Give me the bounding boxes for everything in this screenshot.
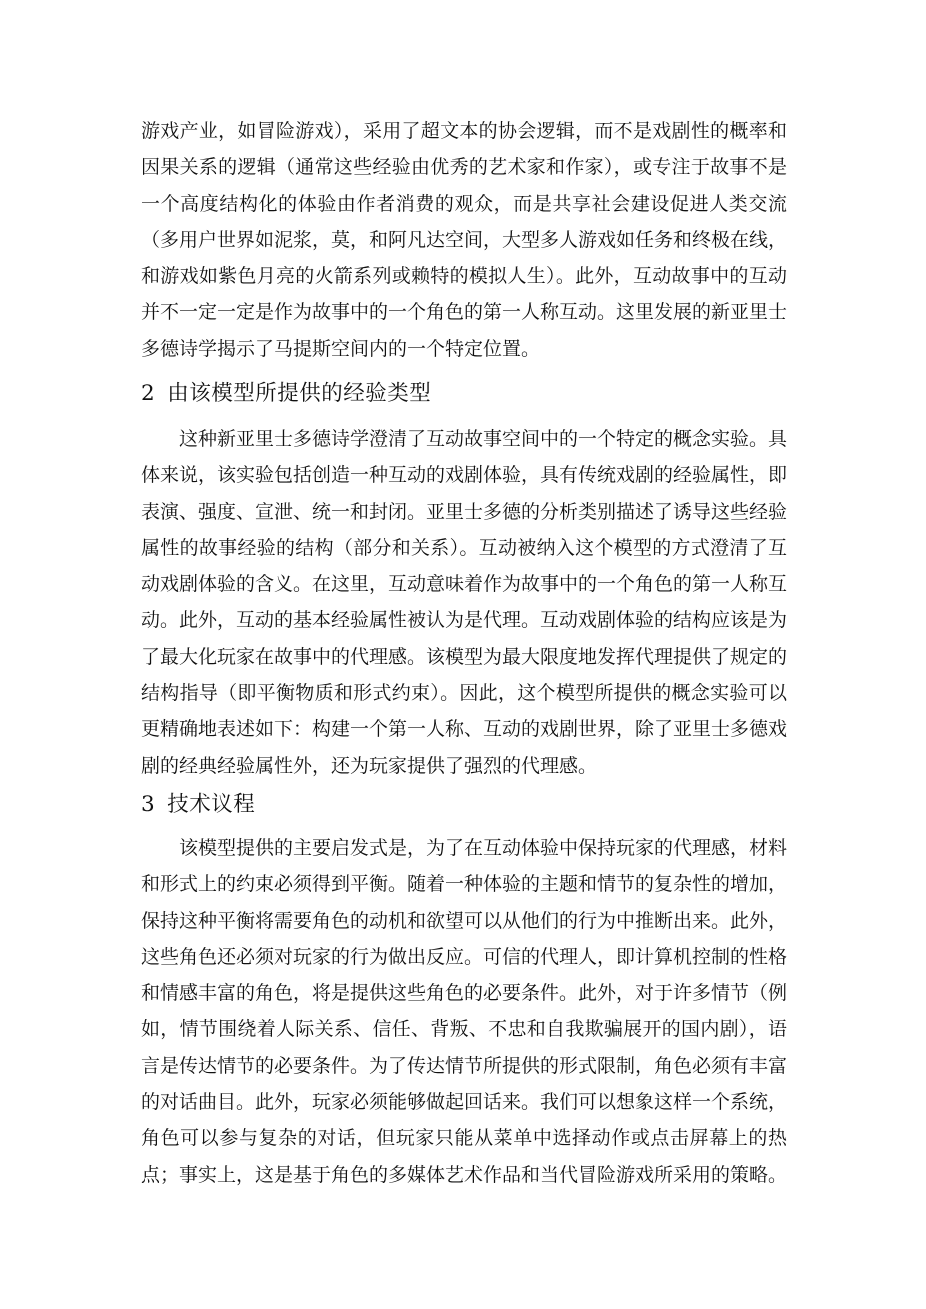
section-number: 2 bbox=[141, 381, 156, 406]
paragraph-experience-type: 这种新亚里士多德诗学澄清了互动故事空间中的一个特定的概念实验。具体来说，该实验包括创造一种互动的戏剧体验，具有传统戏剧的经验属性，即表演、强度、宣泄、统一和封闭。亚里士多德的分析类别描述了诱导这些经验属性的故事经验的结构（部分和关系）。互动被纳入这个模型的方式澄清了互动戏剧体验的含义。在这里，互动意味着作为故事中的一个角色的第一人称互动。此外，互动的基本经验属性被认为是代理。互动戏剧体验的结构应该是为了最大化玩家在故事中的代理感。该模型为最大限度地发挥代理提供了规定的结构指导（即平衡物质和形式约束）。因此，这个模型所提供的概念实验可以更精确地表述如下：构建一个第一人称、互动的戏剧世界，除了亚里士多德戏剧的经典经验属性外，还为玩家提供了强烈的代理感。 bbox=[141, 428, 788, 777]
section-number: 3 bbox=[141, 792, 156, 817]
section-heading-3 bbox=[141, 790, 255, 820]
paragraph-technical-agenda: 该模型提供的主要启发式是，为了在互动体验中保持玩家的代理感，材料和形式上的约束必须得到平衡。随着一种体验的主题和情节的复杂性的增加，保持这种平衡将需要角色的动机和欲望可以从他们的行为中推断出来。此外，这些角色还必须对玩家的行为做出反应。可信的代理人，即计算机控制的性格和情感丰富的角色，将是提供这些角色的必要条件。此外，对于许多情节（例如，情节围绕着人际关系、信任、背叛、不忠和自我欺骗展开的国内剧），语言是传达情节的必要条件。为了传达情节所提供的形式限制，角色必须有丰富的对话曲目。此外，玩家必须能够做起回话来。我们可以想象这样一个系统，角色可以参与复杂的对话，但玩家只能从菜单中选择动作或点击屏幕上的热点；事实上，这是基于角色的多媒体艺术作品和当代冒险游戏所采用的策略。 bbox=[141, 837, 788, 1186]
section-title: 技术议程 bbox=[167, 792, 256, 817]
paragraph-intro-continuation: 游戏产业，如冒险游戏），采用了超文本的协会逻辑，而不是戏剧性的概率和因果关系的逻辑（通常这些经验由优秀的艺术家和作家），或专注于故事不是一个高度结构化的体验由作者消费的观众，而是共享社会建设促进人类交流（多用户世界如泥浆，莫，和阿凡达空间，大型多人游戏如任务和终极在线，和游戏如紫色月亮的火箭系列或赖特的模拟人生）。此外，互动故事中的互动并不一定一定是作为故事中的一个角色的第一人称互动。这里发展的新亚里士多德诗学揭示了马提斯空间内的一个特定位置。 bbox=[141, 120, 788, 360]
section-title: 由该模型所提供的经验类型 bbox=[167, 381, 432, 406]
section-heading-2 bbox=[141, 379, 431, 409]
